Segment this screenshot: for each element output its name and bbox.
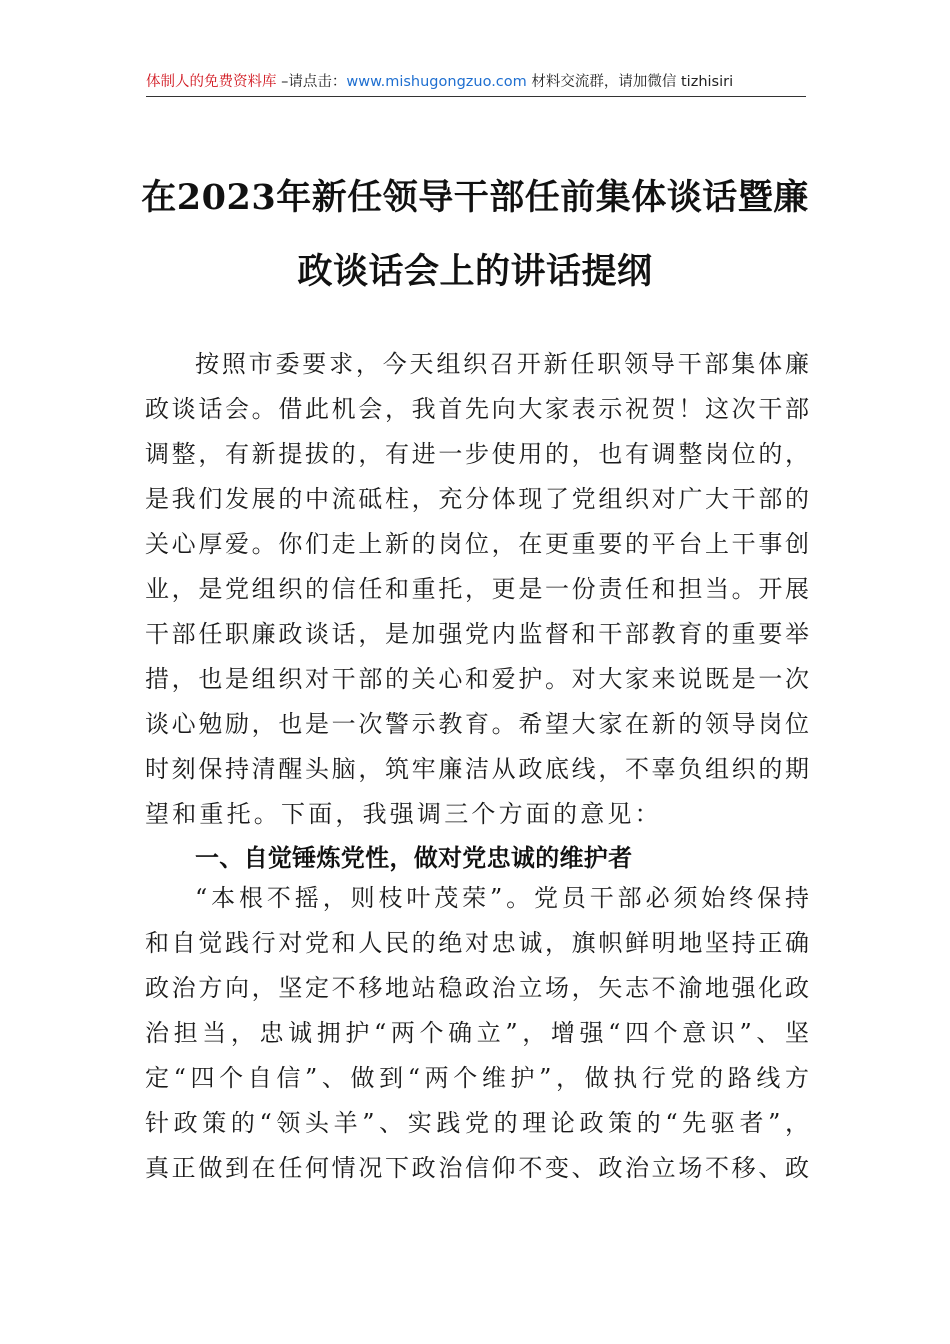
- intro-line: 关心厚爱。你们走上新的岗位，在更重要的平台上干事创: [145, 530, 809, 558]
- intro-line: 按照市委要求，今天组织召开新任职领导干部集体廉: [195, 350, 809, 378]
- header-site-name: 体制人的免费资料库: [146, 74, 277, 90]
- intro-line: 是我们发展的中流砥柱，充分体现了党组织对广大干部的: [145, 485, 809, 513]
- section-1-line: 治担当，忠诚拥护“两个确立”，增强“四个意识”、坚: [145, 1019, 809, 1047]
- intro-line: 望和重托。下面，我强调三个方面的意见：: [145, 800, 662, 828]
- section-1-line: 政治方向，坚定不移地站稳政治立场，矢志不渝地强化政: [145, 974, 809, 1002]
- intro-line: 措，也是组织对干部的关心和爱护。对大家来说既是一次: [145, 665, 809, 693]
- section-1-line: 和自觉践行对党和人民的绝对忠诚，旗帜鲜明地坚持正确: [145, 929, 809, 957]
- section-1-line: “本根不摇，则枝叶茂荣”。党员干部必须始终保持: [195, 884, 809, 912]
- intro-line: 政谈话会。借此机会，我首先向大家表示祝贺！这次干部: [145, 395, 809, 423]
- section-1-line: 真正做到在任何情况下政治信仰不变、政治立场不移、政: [145, 1154, 809, 1182]
- header-divider: [146, 96, 806, 97]
- section-1-heading: 一、自觉锤炼党性，做对党忠诚的维护者: [195, 844, 633, 872]
- document-title-line-2: 政谈话会上的讲话提纲: [297, 251, 653, 292]
- section-1-line: 针政策的“领头羊”、实践党的理论政策的“先驱者”，: [145, 1109, 809, 1137]
- section-1-line: 定“四个自信”、做到“两个维护”，做执行党的路线方: [145, 1064, 809, 1092]
- intro-line: 时刻保持清醒头脑，筑牢廉洁从政底线，不辜负组织的期: [145, 755, 809, 783]
- document-title-line-1: 在2023年新任领导干部任前集体谈话暨廉: [141, 177, 809, 218]
- header-click-text: –请点击：: [276, 74, 347, 90]
- intro-line: 调整，有新提拔的，有进一步使用的，也有调整岗位的，: [145, 440, 809, 468]
- intro-line: 业，是党组织的信任和重托，更是一份责任和担当。开展: [145, 575, 809, 603]
- header-url-link[interactable]: www.mishugongzuo.com: [346, 74, 527, 90]
- header-contact-text: 材料交流群，请加微信 tizhisiri: [526, 74, 734, 90]
- intro-line: 干部任职廉政谈话，是加强党内监督和干部教育的重要举: [145, 620, 809, 648]
- intro-line: 谈心勉励，也是一次警示教育。希望大家在新的领导岗位: [145, 710, 809, 738]
- document-header: [146, 70, 806, 94]
